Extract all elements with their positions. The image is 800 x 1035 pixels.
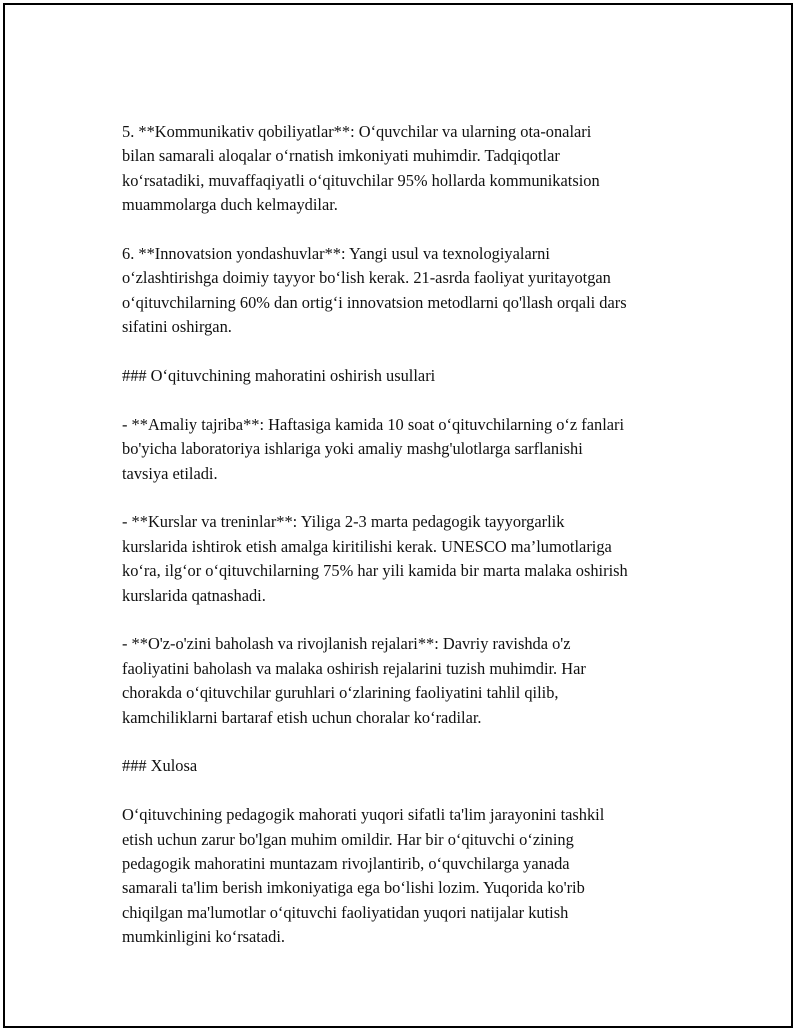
text-line: pedagogik mahoratini muntazam rivojlantirib, o‘quvchilarga yanada: [122, 854, 570, 874]
list-item-oz-ozini-baholash: [122, 632, 702, 730]
text-line: ko‘ra, ilg‘or o‘qituvchilarning 75% har yili kamida bir marta malaka oshirish: [122, 561, 628, 581]
text-line: 6. **Innovatsion yondashuvlar**: Yangi usul va texnologiyalarni: [122, 244, 550, 264]
paragraph-kommunikativ-qobiliyatlar: [122, 120, 702, 218]
text-line: etish uchun zarur bo'lgan muhim omildir. Har bir o‘qituvchi o‘zining: [122, 829, 574, 849]
text-line: kamchiliklarni bartaraf etish uchun choralar ko‘radilar.: [122, 707, 482, 727]
text-line: ko‘rsatadiki, muvaffaqiyatli o‘qituvchilar 95% hollarda kommunikatsion: [122, 170, 600, 190]
text-line: sifatini oshirgan.: [122, 317, 232, 337]
text-line: - **O'z-o'zini baholash va rivojlanish rejalari**: Davriy ravishda o'z: [122, 634, 571, 654]
text-line: - **Amaliy tajriba**: Haftasiga kamida 10 soat o‘qituvchilarning o‘z fanlari: [122, 414, 625, 434]
text-line: chiqilgan ma'lumotlar o‘qituvchi faoliyatidan yuqori natijalar kutish: [122, 902, 569, 922]
text-line: muammolarga duch kelmaydilar.: [122, 195, 338, 215]
list-item-amaliy-tajriba: [122, 413, 702, 486]
text-line: chorakda o‘qituvchilar guruhlari o‘zlarining faoliyatini tahlil qilib,: [122, 683, 559, 703]
paragraph-xulosa: [122, 803, 702, 949]
text-line: mumkinligini ko‘rsatadi.: [122, 927, 285, 947]
text-line: bo'yicha laboratoriya ishlariga yoki amaliy mashg'ulotlarga sarflanishi: [122, 439, 583, 459]
section-heading-xulosa: [122, 754, 702, 778]
text-line: faoliyatini baholash va malaka oshirish rejalarini tuzish muhimdir. Har: [122, 658, 586, 678]
page-frame: [3, 3, 793, 1028]
text-line: tavsiya etiladi.: [122, 463, 218, 483]
text-line: ### O‘qituvchining mahoratini oshirish usullari: [122, 366, 436, 386]
paragraph-innovatsion-yondashuvlar: [122, 242, 702, 340]
text-line: samarali ta'lim berish imkoniyatiga ega bo‘lishi lozim. Yuqorida ko'rib: [122, 878, 585, 898]
text-line: - **Kurslar va treninlar**: Yiliga 2-3 marta pedagogik tayyorgarlik: [122, 512, 565, 532]
text-line: ### Xulosa: [122, 756, 198, 776]
text-line: kurslarida ishtirok etish amalga kiritilishi kerak. UNESCO ma’lumotlariga: [122, 536, 612, 556]
text-line: kurslarida qatnashadi.: [122, 585, 266, 605]
text-line: o‘qituvchilarning 60% dan ortig‘i innovatsion metodlarni qo'llash orqali dars: [122, 292, 627, 312]
section-heading-usullari: [122, 364, 702, 388]
text-line: bilan samarali aloqalar o‘rnatish imkoniyati muhimdir. Tadqiqotlar: [122, 146, 560, 166]
text-line: 5. **Kommunikativ qobiliyatlar**: O‘quvchilar va ularning ota-onalari: [122, 122, 592, 141]
list-item-kurslar-va-treninlar: [122, 510, 702, 608]
text-line: O‘qituvchining pedagogik mahorati yuqori sifatli ta'lim jarayonini tashkil: [122, 805, 605, 825]
text-line: o‘zlashtirishga doimiy tayyor bo‘lish kerak. 21-asrda faoliyat yuritayotgan: [122, 268, 611, 288]
document-body: [122, 120, 702, 950]
